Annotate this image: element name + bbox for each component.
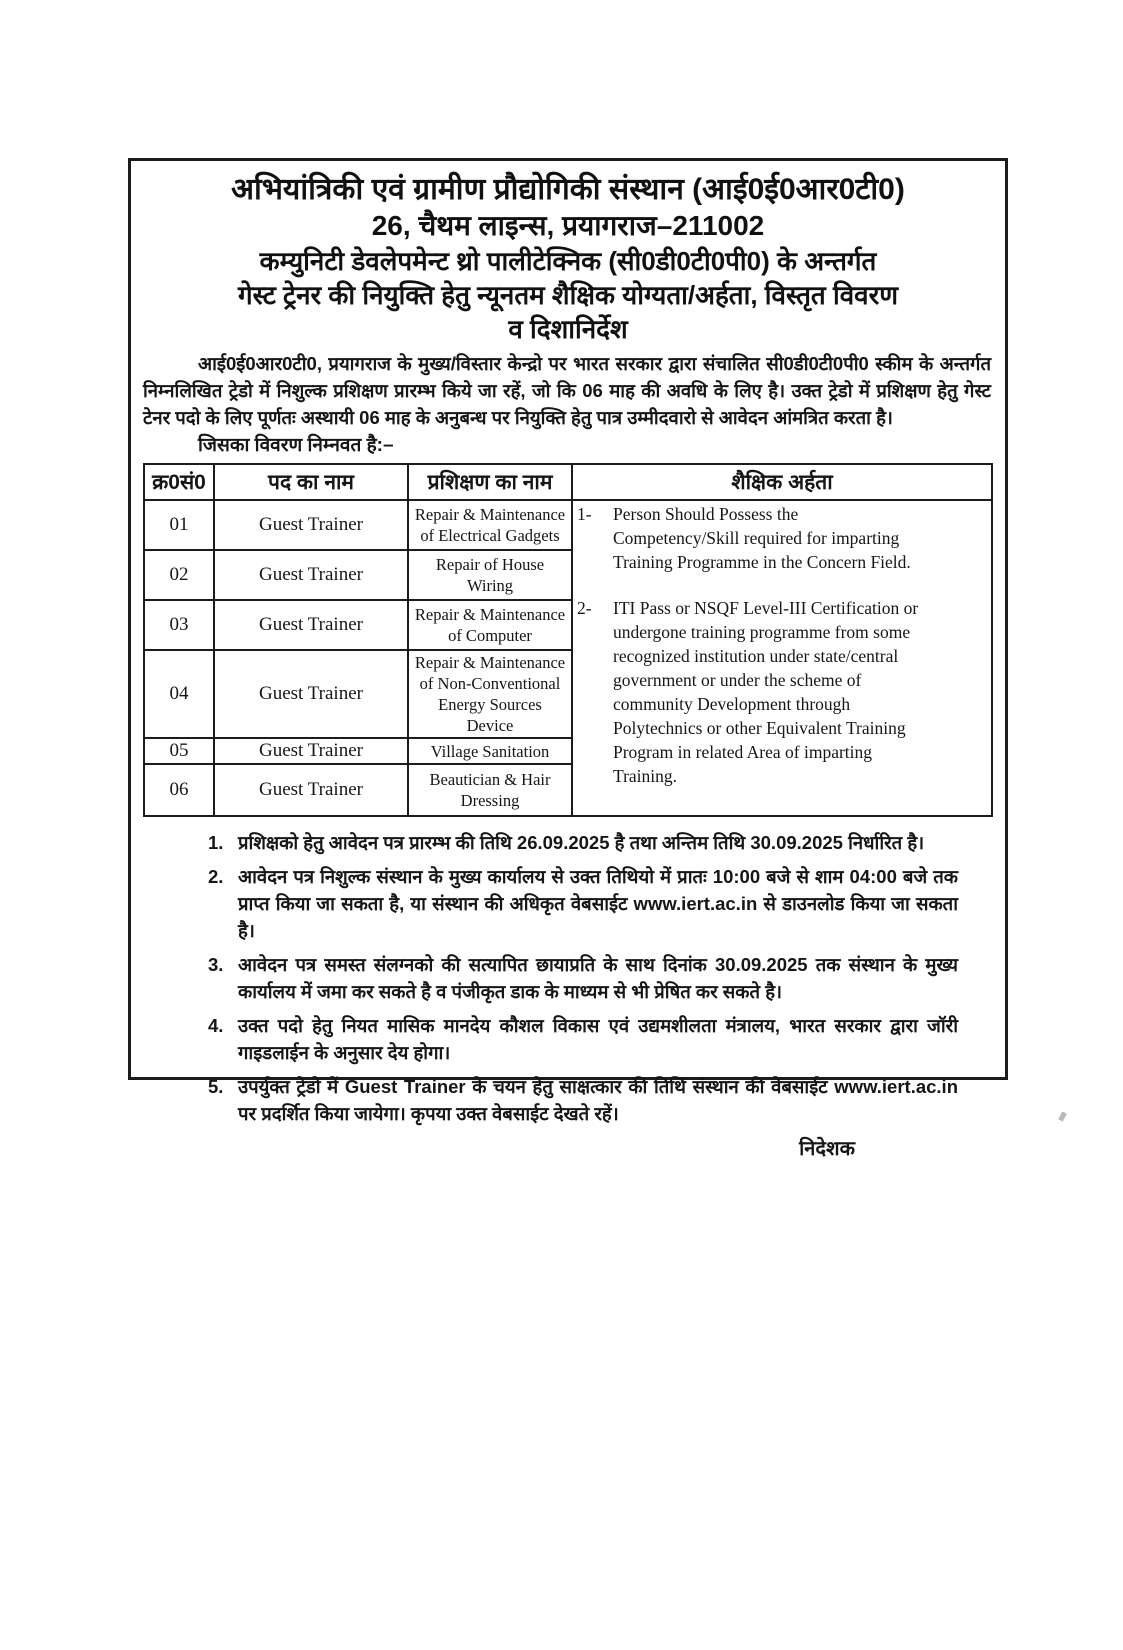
note-item xyxy=(208,1073,965,1127)
table-row xyxy=(144,500,992,550)
serial-no: 04 xyxy=(144,650,214,738)
serial-no: 05 xyxy=(144,738,214,764)
note-item xyxy=(208,829,965,856)
post-name: Guest Trainer xyxy=(214,650,408,738)
header-post-name: पद का नाम xyxy=(214,464,408,500)
notes-list xyxy=(208,829,965,1127)
note-number: 1. xyxy=(208,832,224,853)
serial-no: 06 xyxy=(144,764,214,816)
note-text: उपर्युक्त ट्रेडो में Guest Trainer के चयन हेतु साक्षत्कार की तिथि संस्थान की वेबसाईट www.iert.ac.in पर प्रदर्शित किया जायेगा। कृपया उक्त वेबसाईट देखते रहें। xyxy=(238,1076,958,1124)
notice-title-line: गेस्ट ट्रेनर की नियुक्ति हेतु न्यूनतम शैक्षिक योग्यता/अर्हता, विस्तृत विवरण xyxy=(237,280,899,310)
header-training-name: प्रशिक्षण का नाम xyxy=(408,464,572,500)
eligibility-cell xyxy=(572,500,992,816)
eligibility-item xyxy=(577,502,987,574)
post-name: Guest Trainer xyxy=(214,600,408,650)
institute-address: 26, चैथम लाइन्स, प्रयागराज–211002 xyxy=(371,210,765,241)
training-name: Repair & Maintenance of Non-Conventional Energy Sources Device xyxy=(408,650,572,738)
training-name: Repair of House Wiring xyxy=(408,550,572,600)
eligibility-item-number: 1- xyxy=(577,504,592,524)
note-text: प्रशिक्षको हेतु आवेदन पत्र प्रारम्भ की तिथि 26.09.2025 है तथा अन्तिम तिथि 30.09.2025 निर्धारित है। xyxy=(238,832,925,853)
serial-no: 01 xyxy=(144,500,214,550)
eligibility-item-text: ITI Pass or NSQF Level-III Certification or undergone training programme from some recognized institution under state/central government or under the scheme of community Development through Polytechnics or other Equivalent Training Program in related Area of imparting Training. xyxy=(613,598,919,786)
note-text: आवेदन पत्र समस्त संलग्नको की सत्यापित छायाप्रति के साथ दिनांक 30.09.2025 तक संस्थान के मुख्य कार्यालय में जमा कर सकते है व पंजीकृत डाक के माध्यम से भी प्रेषित कर सकते है। xyxy=(238,954,958,1002)
note-item xyxy=(208,863,965,944)
post-name: Guest Trainer xyxy=(214,500,408,550)
note-number: 2. xyxy=(208,866,224,887)
eligibility-item xyxy=(577,596,987,788)
note-number: 5. xyxy=(208,1076,224,1097)
institute-name: अभियांत्रिकी एवं ग्रामीण प्रौद्योगिकी संस्थान (आई0ई0आर0टी0) xyxy=(231,173,905,206)
intro-paragraph: आई0ई0आर0टी0, प्रयागराज के मुख्य/विस्तार केन्द्रो पर भारत सरकार द्वारा संचालित सी0डी0टी0पी0 स्कीम के अन्तर्गत निम्नलिखित ट्रेडो में निशुल्क प्रशिक्षण प्रारम्भ किये जा रहें, जो कि 06 माह की अवधि के लिए है। उक्त ट्रेडो में प्रशिक्षण हेतु गेस्ट टेनर पदो के लिए पूर्णतः अस्थायी 06 माह के अनुबन्ध पर नियुक्ति हेतु पात्र उम्मीदवारो से आवेदन आंमत्रित करता है। xyxy=(143,353,991,428)
note-item xyxy=(208,1012,965,1066)
note-item xyxy=(208,951,965,1005)
training-name: Village Sanitation xyxy=(408,738,572,764)
post-name: Guest Trainer xyxy=(214,764,408,816)
scan-artifact-mark xyxy=(1058,1111,1067,1121)
post-name: Guest Trainer xyxy=(214,550,408,600)
header-serial-no: क्र0सं0 xyxy=(144,464,214,500)
serial-no: 02 xyxy=(144,550,214,600)
training-name: Repair & Maintenance of Electrical Gadgets xyxy=(408,500,572,550)
eligibility-item-text: Person Should Possess the Competency/Skill required for imparting Training Programme in the Concern Field. xyxy=(613,504,911,572)
notice-border-frame xyxy=(128,158,1008,1160)
note-text: आवेदन पत्र निशुल्क संस्थान के मुख्य कार्यालय से उक्त तिथियो में प्रातः 10:00 बजे से शाम 04:00 बजे तक प्राप्त किया जा सकता है, या संस्थान की अधिकृत वेबसाईट www.iert.ac.in से डाउनलोड किया जा सकता है। xyxy=(238,866,958,941)
table-header-row xyxy=(144,464,992,500)
training-name: Repair & Maintenance of Computer xyxy=(408,600,572,650)
eligibility-item-number: 2- xyxy=(577,598,592,618)
document-header xyxy=(131,161,1005,346)
header-eligibility: शैक्षिक अर्हता xyxy=(572,464,992,500)
note-text: उक्त पदो हेतु नियत मासिक मानदेय कौशल विकास एवं उद्यमशीलता मंत्रालय, भारत सरकार द्वारा जॉरी गाइडलाईन के अनुसार देय होगा। xyxy=(238,1015,958,1063)
notice-title-tail: व दिशानिर्देश xyxy=(508,314,628,344)
scheme-line: कम्युनिटी डेवलेपमेन्ट थ्रो पालीटेक्निक (सी0डी0टी0पी0) के अन्तर्गत xyxy=(259,246,877,276)
serial-no: 03 xyxy=(144,600,214,650)
training-name: Beautician & Hair Dressing xyxy=(408,764,572,816)
note-number: 4. xyxy=(208,1015,224,1036)
table-caption: जिसका विवरण निम्नवत है:– xyxy=(198,435,394,456)
director-signature: निदेशक xyxy=(799,1138,855,1160)
post-name: Guest Trainer xyxy=(214,738,408,764)
posts-table xyxy=(143,463,993,817)
note-number: 3. xyxy=(208,954,224,975)
